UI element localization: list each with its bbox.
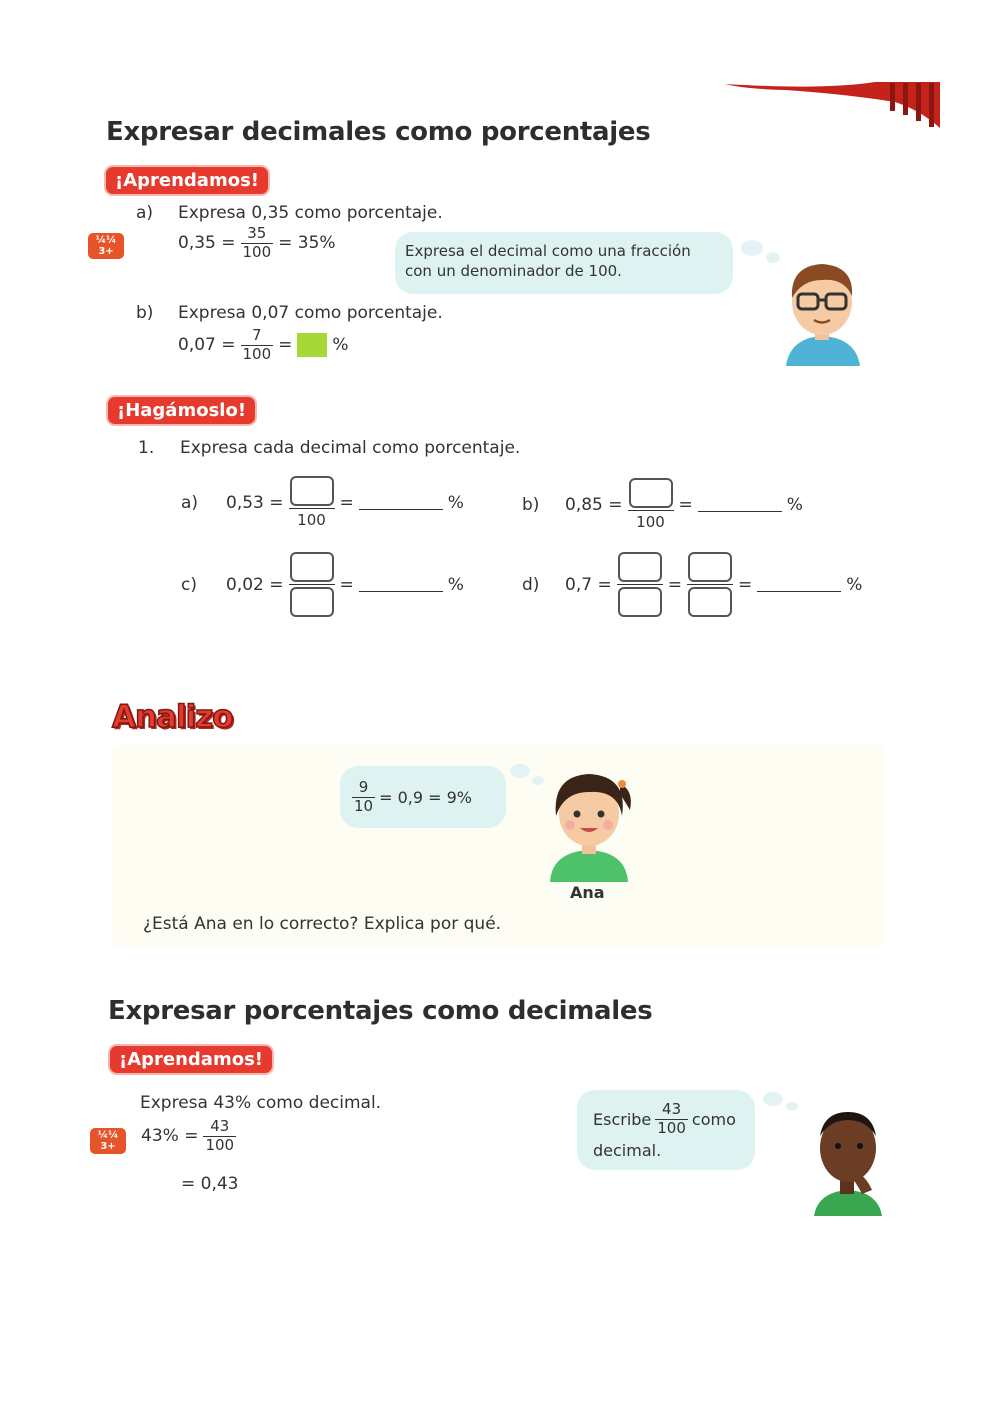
exercise-eq: = <box>667 574 682 595</box>
numerator-input-box[interactable] <box>688 552 732 582</box>
exercise-label: d) <box>522 574 540 595</box>
curtain-decoration <box>725 80 940 130</box>
numerator-input-box[interactable] <box>290 552 334 582</box>
question-number: 1. <box>138 438 155 458</box>
item-a-label: a) <box>136 203 154 223</box>
section2-title: Expresar porcentajes como decimales <box>108 996 653 1026</box>
denominator-input-box[interactable] <box>688 587 732 617</box>
example-b-eq: = <box>278 335 293 356</box>
denominator-input-box[interactable] <box>618 587 662 617</box>
example-a-lhs: 0,35 = <box>178 233 236 254</box>
denominator-input-box[interactable] <box>290 587 334 617</box>
exercise-pct: % <box>786 494 803 515</box>
exercise-c <box>181 552 464 617</box>
exercise-b <box>522 478 803 531</box>
fraction-input <box>289 552 335 617</box>
exercise-eq: = <box>339 492 354 513</box>
answer-blank[interactable] <box>698 497 782 512</box>
item-b-text: Expresa 0,07 como porcentaje. <box>178 303 443 323</box>
ana-thought-bubble <box>340 766 506 828</box>
item-b-label: b) <box>136 303 154 323</box>
exercise-pct: % <box>447 574 464 595</box>
bubble-fraction <box>655 1102 688 1137</box>
aprendamos-tag-2: ¡Aprendamos! <box>110 1046 272 1073</box>
answer-box[interactable] <box>297 333 327 357</box>
answer-blank[interactable] <box>359 577 443 592</box>
bubble-dot <box>763 1092 783 1106</box>
claim-fraction <box>352 780 375 815</box>
bubble-dot <box>766 252 780 263</box>
boy-thought-bubble <box>577 1090 755 1170</box>
exercise-label: c) <box>181 574 197 595</box>
answer-blank[interactable] <box>757 577 841 592</box>
section2-math <box>141 1119 236 1154</box>
exercise-d <box>522 552 862 617</box>
aprendamos-tag: ¡Aprendamos! <box>106 167 268 194</box>
fraction-input <box>628 478 674 531</box>
section2-fraction <box>203 1119 236 1154</box>
fraction-input <box>687 552 733 617</box>
exercise-a <box>181 476 464 529</box>
exercise-lhs: 0,02 = <box>226 574 284 595</box>
question-text: Expresa cada decimal como porcentaje. <box>180 438 521 458</box>
analizo-title: Analizo <box>112 699 233 735</box>
bubble-line-2: decimal. <box>593 1140 662 1160</box>
fraction-numerator: 43 <box>662 1100 682 1118</box>
item-a-text: Expresa 0,35 como porcentaje. <box>178 203 443 223</box>
section-title: Expresar decimales como porcentajes <box>106 117 651 147</box>
example-b-pct: % <box>332 335 349 356</box>
fraction-numerator: 43 <box>210 1117 230 1135</box>
hagamoslo-tag: ¡Hagámoslo! <box>108 397 255 424</box>
exercise-pct: % <box>447 492 464 513</box>
fraction-input <box>289 476 335 529</box>
exercise-label: b) <box>522 494 540 515</box>
exercise-label: a) <box>181 492 199 513</box>
fraction-denominator: 100 <box>242 242 272 261</box>
teacher-character-illustration <box>782 256 864 366</box>
fraction-denominator: 100 <box>242 344 272 363</box>
exercise-lhs: 0,85 = <box>565 494 623 515</box>
fraction-icon: ¼¼ 3+ <box>88 233 124 259</box>
fraction-numerator: 35 <box>247 224 267 242</box>
fraction-denominator: 100 <box>636 513 665 531</box>
ana-claim <box>352 780 472 815</box>
example-a-fraction <box>241 226 274 261</box>
exercise-eq: = <box>678 494 693 515</box>
fraction-icon: ¼¼ 3+ <box>90 1128 126 1154</box>
ana-name-label: Ana <box>570 883 605 902</box>
numerator-input-box[interactable] <box>629 478 673 508</box>
answer-blank[interactable] <box>359 495 443 510</box>
example-b-fraction <box>241 328 274 363</box>
exercise-lhs: 0,53 = <box>226 492 284 513</box>
section2-result: = 0,43 <box>181 1174 239 1194</box>
bubble-pre: Escribe <box>593 1109 652 1129</box>
exercise-pct: % <box>846 574 863 595</box>
fraction-denominator: 100 <box>205 1135 235 1154</box>
fraction-numerator: 7 <box>252 326 262 344</box>
bubble-dot <box>786 1102 798 1111</box>
fraction-denominator: 100 <box>297 511 326 529</box>
fraction-input <box>617 552 663 617</box>
bubble-dot <box>510 764 530 778</box>
section2-text: Expresa 43% como decimal. <box>140 1093 382 1113</box>
numerator-input-box[interactable] <box>618 552 662 582</box>
fraction-numerator: 9 <box>358 778 369 796</box>
bubble-post: como <box>691 1109 736 1129</box>
numerator-input-box[interactable] <box>290 476 334 506</box>
teacher-thought-bubble <box>395 232 733 294</box>
example-a-rhs: = 35% <box>278 233 336 254</box>
exercise-eq: = <box>737 574 753 595</box>
fraction-denominator: 10 <box>354 796 374 815</box>
bubble-line-2: con un denominador de 100. <box>405 262 622 280</box>
example-a-math <box>178 226 336 261</box>
ana-character-illustration <box>542 764 636 882</box>
section2-lhs: 43% = <box>141 1126 199 1147</box>
fraction-denominator: 100 <box>657 1118 686 1137</box>
example-b-lhs: 0,07 = <box>178 335 236 356</box>
exercise-eq: = <box>339 574 354 595</box>
analizo-question: ¿Está Ana en lo correcto? Explica por qué. <box>143 914 502 934</box>
bubble-line-1: Expresa el decimal como una fracción <box>405 242 691 260</box>
bubble-dot <box>741 240 763 256</box>
exercise-lhs: 0,7 = <box>565 574 612 595</box>
boy-character-illustration <box>806 1096 888 1216</box>
claim-rhs: = 0,9 = 9% <box>379 787 472 807</box>
example-b-math <box>178 328 349 363</box>
